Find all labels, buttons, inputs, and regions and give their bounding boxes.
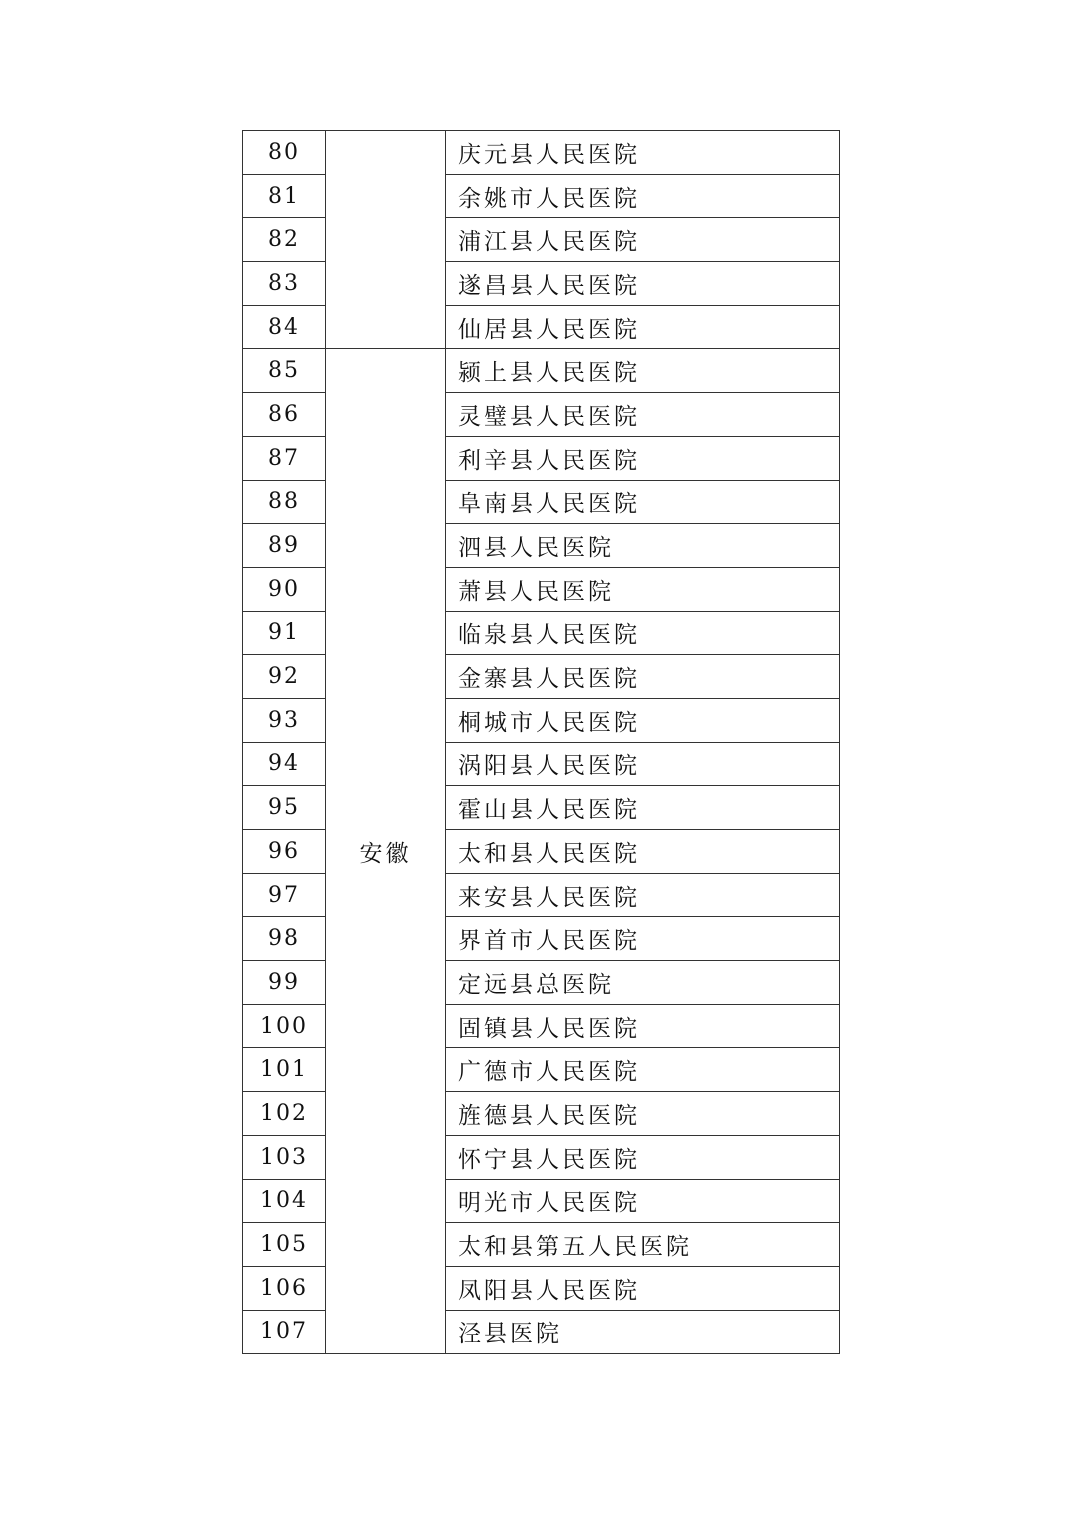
hospital-name-cell: 明光市人民医院 xyxy=(446,1179,840,1223)
row-number-cell: 82 xyxy=(243,218,326,262)
row-number-cell: 91 xyxy=(243,611,326,655)
row-number-cell: 92 xyxy=(243,655,326,699)
row-number-cell: 95 xyxy=(243,786,326,830)
hospital-name-cell: 涡阳县人民医院 xyxy=(446,742,840,786)
hospital-name-cell: 余姚市人民医院 xyxy=(446,174,840,218)
row-number-cell: 84 xyxy=(243,305,326,349)
hospital-name-cell: 阜南县人民医院 xyxy=(446,480,840,524)
row-number-cell: 89 xyxy=(243,524,326,568)
row-number-cell: 80 xyxy=(243,131,326,175)
row-number-cell: 102 xyxy=(243,1092,326,1136)
hospital-name-cell: 仙居县人民医院 xyxy=(446,305,840,349)
row-number-cell: 87 xyxy=(243,436,326,480)
row-number-cell: 103 xyxy=(243,1135,326,1179)
hospital-name-cell: 颍上县人民医院 xyxy=(446,349,840,393)
hospital-name-cell: 金寨县人民医院 xyxy=(446,655,840,699)
table-body xyxy=(243,131,840,1354)
row-number-cell: 93 xyxy=(243,698,326,742)
row-number-cell: 86 xyxy=(243,393,326,437)
row-number-cell: 96 xyxy=(243,830,326,874)
row-number-cell: 99 xyxy=(243,961,326,1005)
province-cell: 安徽 xyxy=(326,349,446,1354)
row-number-cell: 90 xyxy=(243,567,326,611)
table-row xyxy=(243,131,840,175)
hospital-name-cell: 萧县人民医院 xyxy=(446,567,840,611)
row-number-cell: 101 xyxy=(243,1048,326,1092)
hospital-name-cell: 庆元县人民医院 xyxy=(446,131,840,175)
hospital-name-cell: 太和县第五人民医院 xyxy=(446,1223,840,1267)
row-number-cell: 107 xyxy=(243,1310,326,1354)
row-number-cell: 88 xyxy=(243,480,326,524)
hospital-name-cell: 广德市人民医院 xyxy=(446,1048,840,1092)
hospital-name-cell: 临泉县人民医院 xyxy=(446,611,840,655)
row-number-cell: 85 xyxy=(243,349,326,393)
row-number-cell: 83 xyxy=(243,262,326,306)
row-number-cell: 105 xyxy=(243,1223,326,1267)
hospital-name-cell: 凤阳县人民医院 xyxy=(446,1266,840,1310)
row-number-cell: 106 xyxy=(243,1266,326,1310)
hospital-name-cell: 泾县医院 xyxy=(446,1310,840,1354)
hospital-list-table xyxy=(242,130,840,1354)
row-number-cell: 97 xyxy=(243,873,326,917)
row-number-cell: 98 xyxy=(243,917,326,961)
row-number-cell: 94 xyxy=(243,742,326,786)
hospital-name-cell: 利辛县人民医院 xyxy=(446,436,840,480)
hospital-name-cell: 太和县人民医院 xyxy=(446,830,840,874)
hospital-name-cell: 遂昌县人民医院 xyxy=(446,262,840,306)
hospital-name-cell: 泗县人民医院 xyxy=(446,524,840,568)
hospital-name-cell: 浦江县人民医院 xyxy=(446,218,840,262)
hospital-name-cell: 来安县人民医院 xyxy=(446,873,840,917)
row-number-cell: 104 xyxy=(243,1179,326,1223)
table-row xyxy=(243,349,840,393)
hospital-name-cell: 霍山县人民医院 xyxy=(446,786,840,830)
hospital-name-cell: 固镇县人民医院 xyxy=(446,1004,840,1048)
row-number-cell: 81 xyxy=(243,174,326,218)
hospital-name-cell: 灵璧县人民医院 xyxy=(446,393,840,437)
hospital-name-cell: 定远县总医院 xyxy=(446,961,840,1005)
province-cell xyxy=(326,131,446,349)
hospital-name-cell: 怀宁县人民医院 xyxy=(446,1135,840,1179)
hospital-name-cell: 界首市人民医院 xyxy=(446,917,840,961)
hospital-name-cell: 旌德县人民医院 xyxy=(446,1092,840,1136)
hospital-name-cell: 桐城市人民医院 xyxy=(446,698,840,742)
row-number-cell: 100 xyxy=(243,1004,326,1048)
